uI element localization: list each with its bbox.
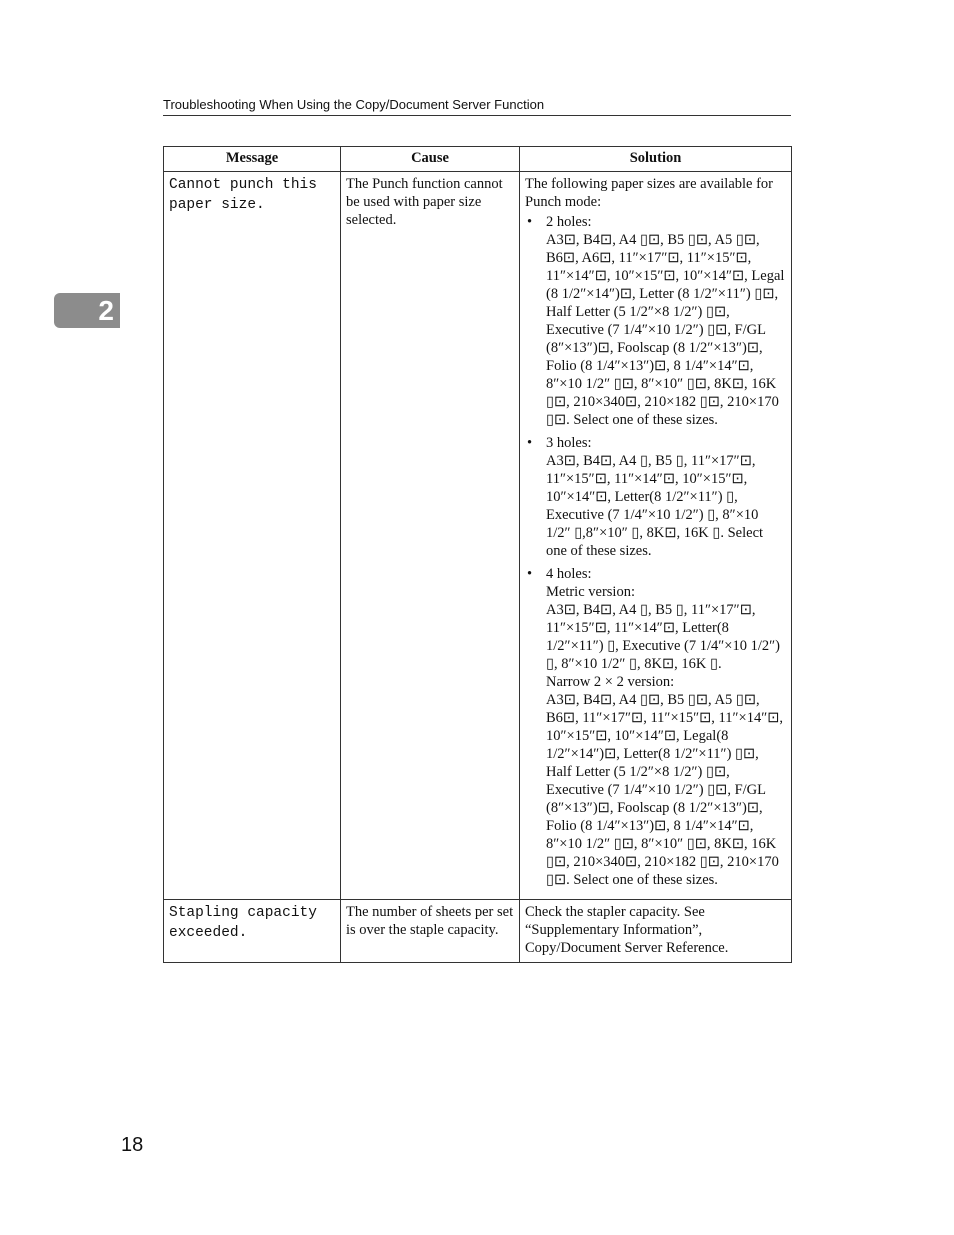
page-number: 18 xyxy=(121,1134,144,1156)
cause-cell: The Punch function cannot be used with paper size selected. xyxy=(341,172,520,900)
solution-cell: Check the stapler capacity. See “Supplementary Information”, Copy/Document Server Reference. xyxy=(520,900,792,963)
table-row xyxy=(164,172,792,900)
punch-holes-list xyxy=(525,213,786,889)
narrow-version-label: Narrow 2 × 2 version: xyxy=(546,674,675,690)
troubleshooting-table xyxy=(163,146,792,963)
holes-label: 2 holes: xyxy=(546,214,592,230)
holes-sizes: A3⊡, B4⊡, A4 ▯, B5 ▯, 11″×17″⊡, 11″×15″⊡, 11″×14″⊡, 10″×15″⊡, 10″×14″⊡, Letter(8 1/2″×11″) ▯, Executive (7 1/4″×10 1/2″) ▯, 8″×10 1/2″ ▯,8″×10″ ▯, 8K⊡, 16K ▯. Select one of these sizes. xyxy=(546,453,764,559)
cause-cell: The number of sheets per set is over the staple capacity. xyxy=(341,900,520,963)
solution-intro: The following paper sizes are available for Punch mode: xyxy=(525,176,774,210)
column-header-cause: Cause xyxy=(341,147,520,172)
table-header-row xyxy=(164,147,792,172)
list-item xyxy=(525,213,786,429)
column-header-solution: Solution xyxy=(520,147,792,172)
list-item xyxy=(525,434,786,560)
bullet-icon: • xyxy=(527,435,533,451)
solution-cell xyxy=(520,172,792,900)
holes-sizes: A3⊡, B4⊡, A4 ▯⊡, B5 ▯⊡, A5 ▯⊡, B6⊡, A6⊡, 11″×17″⊡, 11″×15″⊡, 11″×14″⊡, 10″×15″⊡, 10″×14″⊡, Legal (8 1/2″×14″)⊡, Letter (8 1/2″×11″) ▯⊡, Half Letter (5 1/2″×8 1/2″) ▯⊡, Executive (7 1/4″×10 1/2″) ▯⊡, F/GL (8″×13″)⊡, Foolscap (8 1/2″×13″)⊡, Folio (8 1/4″×13″)⊡, 8 1/4″×14″⊡, 8″×10 1/2″ ▯⊡, 8″×10″ ▯⊡, 8K⊡, 16K ▯⊡, 210×340⊡, 210×182 ▯⊡, 210×170 ▯⊡. Select one of these sizes. xyxy=(546,232,785,428)
message-cell: Cannot punch this paper size. xyxy=(164,172,341,900)
column-header-message: Message xyxy=(164,147,341,172)
narrow-version-sizes: A3⊡, B4⊡, A4 ▯⊡, B5 ▯⊡, A5 ▯⊡, B6⊡, 11″×17″⊡, 11″×15″⊡, 11″×14″⊡, 10″×15″⊡, 10″×14″⊡, Legal(8 1/2″×14″)⊡, Letter(8 1/2″×11″) ▯⊡, Half Letter (5 1/2″×8 1/2″) ▯⊡, Executive (7 1/4″×10 1/2″) ▯⊡, F/GL (8″×13″)⊡, Foolscap (8 1/2″×13″)⊡, Folio (8 1/4″×13″)⊡, 8 1/4″×14″⊡, 8″×10 1/2″ ▯⊡, 8″×10″ ▯⊡, 8K⊡, 16K ▯⊡, 210×340⊡, 210×182 ▯⊡, 210×170 ▯⊡. Select one of these sizes. xyxy=(546,692,784,888)
list-item xyxy=(525,565,786,889)
bullet-icon: • xyxy=(527,566,533,582)
holes-label: 3 holes: xyxy=(546,435,592,451)
holes-label: 4 holes: xyxy=(546,566,592,582)
table-row xyxy=(164,900,792,963)
header-rule xyxy=(163,115,791,116)
chapter-tab: 2 xyxy=(54,293,120,328)
metric-version-label: Metric version: xyxy=(546,584,635,600)
running-header: Troubleshooting When Using the Copy/Document Server Function xyxy=(163,97,545,112)
metric-version-sizes: A3⊡, B4⊡, A4 ▯, B5 ▯, 11″×17″⊡, 11″×15″⊡, 11″×14″⊡, Letter(8 1/2″×11″) ▯, Executive (7 1/4″×10 1/2″) ▯, 8″×10 1/2″ ▯, 8K⊡, 16K ▯. xyxy=(546,602,780,672)
bullet-icon: • xyxy=(527,214,533,230)
message-cell: Stapling capacity exceeded. xyxy=(164,900,341,963)
